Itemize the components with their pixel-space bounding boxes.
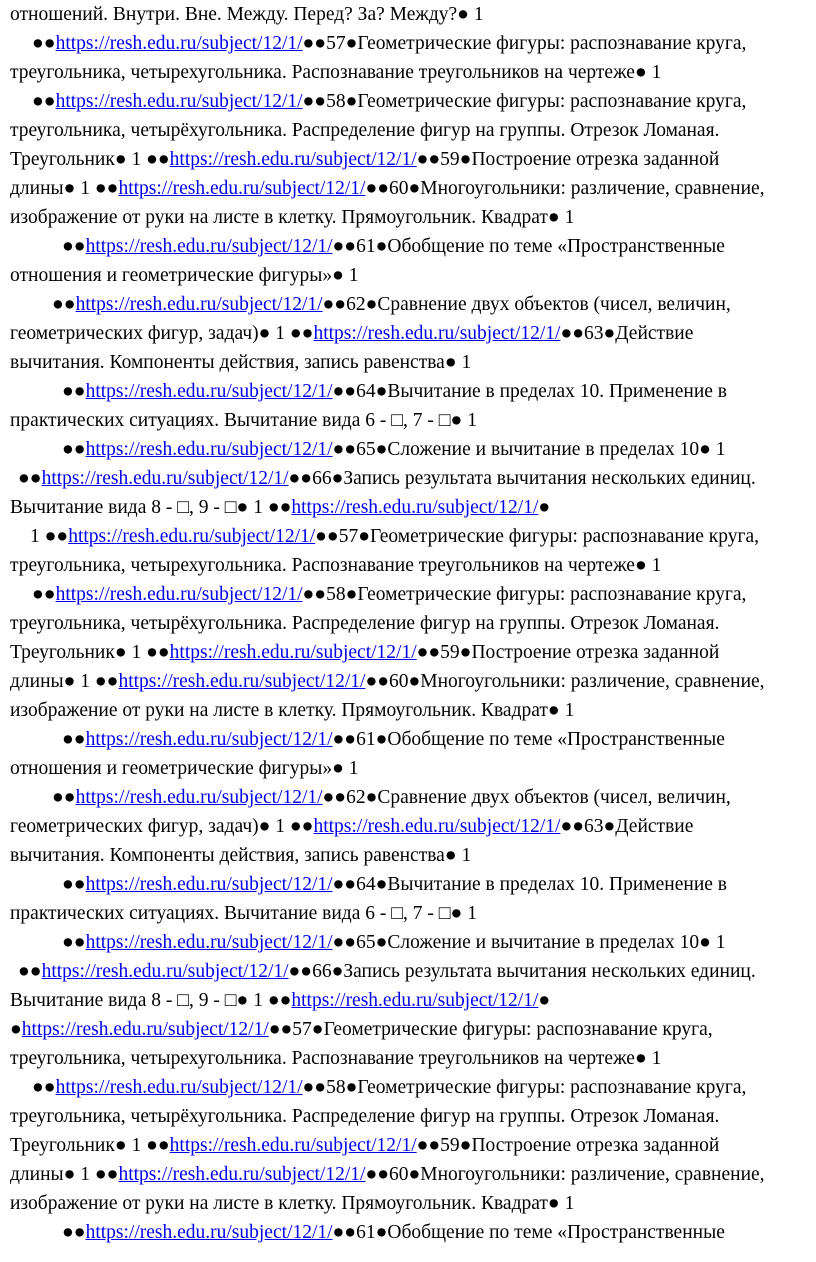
line-text: ●● [62,1222,86,1243]
line-text: ●● [62,729,86,750]
resh-link[interactable]: https://resh.edu.ru/subject/12/1/ [85,439,333,460]
resh-link[interactable]: https://resh.edu.ru/subject/12/1/ [21,1019,269,1040]
document-line [62,928,725,957]
line-text: ●●66●Запись результата вычитания нескольких единиц. [288,961,756,982]
line-text: изображение от руки на листе в клетку. Прямоугольник. Квадрат● 1 [10,207,575,228]
resh-link[interactable]: https://resh.edu.ru/subject/12/1/ [291,990,539,1011]
resh-link[interactable]: https://resh.edu.ru/subject/12/1/ [118,671,366,692]
document-line [18,957,756,986]
document-line [10,174,765,203]
document-line [10,667,765,696]
document-line [30,522,759,551]
resh-link[interactable]: https://resh.edu.ru/subject/12/1/ [55,1077,303,1098]
resh-link[interactable]: https://resh.edu.ru/subject/12/1/ [41,961,289,982]
document-line [10,899,477,928]
line-text: геометрических фигур, задач)● 1 ●● [10,816,314,837]
document-line [10,754,358,783]
line-text: ●● [62,381,86,402]
line-text: практических ситуациях. Вычитание вида 6 - □, 7 - □● 1 [10,903,477,924]
document-line [62,377,727,406]
line-text: изображение от руки на листе в клетку. Прямоугольник. Квадрат● 1 [10,700,575,721]
document-line [10,493,550,522]
line-text: ●● [32,1077,56,1098]
line-text: длины● 1 ●● [10,1164,119,1185]
line-text: ●●61●Обобщение по теме «Пространственные [332,236,725,257]
line-text: ●●57●Геометрические фигуры: распознавание круга, [315,526,760,547]
resh-link[interactable]: https://resh.edu.ru/subject/12/1/ [313,816,561,837]
line-text: ●● [18,468,42,489]
document-line [52,783,731,812]
document-line [10,986,550,1015]
line-text: ●● [18,961,42,982]
line-text: треугольника, четырёхугольника. Распределение фигур на группы. Отрезок Ломаная. [10,1106,720,1127]
line-text: ●●57●Геометрические фигуры: распознавание круга, [302,33,747,54]
resh-link[interactable]: https://resh.edu.ru/subject/12/1/ [55,33,303,54]
line-text: Вычитание вида 8 - □, 9 - □● 1 ●● [10,497,292,518]
line-text: ●● [32,584,56,605]
document-line [62,725,725,754]
document-line [10,319,693,348]
document-line [10,638,719,667]
document-line [52,290,731,319]
line-text: вычитания. Компоненты действия, запись равенства● 1 [10,845,472,866]
resh-link[interactable]: https://resh.edu.ru/subject/12/1/ [118,1164,366,1185]
line-text: ●●59●Построение отрезка заданной [416,1135,720,1156]
line-text: ●●63●Действие [560,816,694,837]
document-line [32,580,746,609]
line-text: ● [538,497,551,518]
document-line [18,464,756,493]
document-line [10,261,358,290]
line-text: ●●65●Сложение и вычитание в пределах 10● 1 [332,932,726,953]
resh-link[interactable]: https://resh.edu.ru/subject/12/1/ [55,91,303,112]
document-line [10,812,693,841]
line-text: ●●61●Обобщение по теме «Пространственные [332,729,725,750]
document-line [62,870,727,899]
document-line [10,1015,713,1044]
line-text: ●●58●Геометрические фигуры: распознавание круга, [302,1077,747,1098]
line-text: 1 ●● [30,526,69,547]
line-text: ●●64●Вычитание в пределах 10. Применение в [332,381,727,402]
resh-link[interactable]: https://resh.edu.ru/subject/12/1/ [55,584,303,605]
line-text: ●●64●Вычитание в пределах 10. Применение в [332,874,727,895]
line-text: ●● [52,787,76,808]
document-line [10,145,719,174]
resh-link[interactable]: https://resh.edu.ru/subject/12/1/ [169,149,417,170]
line-text: отношения и геометрические фигуры»● 1 [10,265,359,286]
document-line [10,841,471,870]
resh-link[interactable]: https://resh.edu.ru/subject/12/1/ [85,874,333,895]
line-text: ●●60●Многоугольники: различение, сравнение, [365,671,765,692]
line-text: ●●62●Сравнение двух объектов (чисел, величин, [322,787,731,808]
document-line [32,29,746,58]
resh-link[interactable]: https://resh.edu.ru/subject/12/1/ [68,526,316,547]
resh-link[interactable]: https://resh.edu.ru/subject/12/1/ [75,787,323,808]
resh-link[interactable]: https://resh.edu.ru/subject/12/1/ [75,294,323,315]
document-line [10,1044,661,1073]
document-line [10,1131,719,1160]
line-text: треугольника, четырехугольника. Распознавание треугольников на чертеже● 1 [10,1048,662,1069]
document-line [10,551,661,580]
line-text: ●●65●Сложение и вычитание в пределах 10● 1 [332,439,726,460]
document-line [10,1160,765,1189]
resh-link[interactable]: https://resh.edu.ru/subject/12/1/ [169,1135,417,1156]
line-text: Треугольник● 1 ●● [10,1135,170,1156]
line-text: ●●62●Сравнение двух объектов (чисел, величин, [322,294,731,315]
document-line [62,232,725,261]
document-line [10,348,471,377]
line-text: ●●58●Геометрические фигуры: распознавание круга, [302,91,747,112]
line-text: Треугольник● 1 ●● [10,149,170,170]
line-text: Треугольник● 1 ●● [10,642,170,663]
document-line [10,1102,719,1131]
line-text: Вычитание вида 8 - □, 9 - □● 1 ●● [10,990,292,1011]
document-line [10,58,661,87]
document-line [10,1189,574,1218]
line-text: ●●58●Геометрические фигуры: распознавание круга, [302,584,747,605]
document-line [10,203,574,232]
line-text: треугольника, четырехугольника. Распознавание треугольников на чертеже● 1 [10,555,662,576]
line-text: ● [538,990,551,1011]
line-text: ●●60●Многоугольники: различение, сравнение, [365,178,765,199]
document-line [62,1218,725,1247]
resh-link[interactable]: https://resh.edu.ru/subject/12/1/ [41,468,289,489]
document-line [10,406,477,435]
line-text: длины● 1 ●● [10,671,119,692]
document-line [10,609,719,638]
line-text: ●● [32,33,56,54]
line-text: геометрических фигур, задач)● 1 ●● [10,323,314,344]
line-text: ●● [32,91,56,112]
document-line [32,1073,746,1102]
line-text: длины● 1 ●● [10,178,119,199]
line-text: ●● [52,294,76,315]
line-text: ●●60●Многоугольники: различение, сравнение, [365,1164,765,1185]
document-line [62,435,725,464]
line-text: ●●66●Запись результата вычитания нескольких единиц. [288,468,756,489]
resh-link[interactable]: https://resh.edu.ru/subject/12/1/ [85,729,333,750]
document-line [10,0,484,29]
line-text: ●● [62,874,86,895]
resh-link[interactable]: https://resh.edu.ru/subject/12/1/ [118,178,366,199]
line-text: ●● [62,439,86,460]
line-text: ● [10,1019,22,1040]
line-text: изображение от руки на листе в клетку. Прямоугольник. Квадрат● 1 [10,1193,575,1214]
line-text: ●●59●Построение отрезка заданной [416,642,720,663]
document-line [10,696,574,725]
document-line [32,87,746,116]
line-text: треугольника, четырёхугольника. Распределение фигур на группы. Отрезок Ломаная. [10,120,720,141]
line-text: треугольника, четырёхугольника. Распределение фигур на группы. Отрезок Ломаная. [10,613,720,634]
line-text: вычитания. Компоненты действия, запись равенства● 1 [10,352,472,373]
resh-link[interactable]: https://resh.edu.ru/subject/12/1/ [313,323,561,344]
resh-link[interactable]: https://resh.edu.ru/subject/12/1/ [85,236,333,257]
resh-link[interactable]: https://resh.edu.ru/subject/12/1/ [291,497,539,518]
line-text: ●● [62,236,86,257]
line-text: ●●61●Обобщение по теме «Пространственные [332,1222,725,1243]
resh-link[interactable]: https://resh.edu.ru/subject/12/1/ [169,642,417,663]
line-text: ●● [62,932,86,953]
resh-link[interactable]: https://resh.edu.ru/subject/12/1/ [85,1222,333,1243]
line-text: практических ситуациях. Вычитание вида 6 - □, 7 - □● 1 [10,410,477,431]
resh-link[interactable]: https://resh.edu.ru/subject/12/1/ [85,932,333,953]
line-text: треугольника, четырехугольника. Распознавание треугольников на чертеже● 1 [10,62,662,83]
line-text: отношений. Внутри. Вне. Между. Перед? За? Между?● 1 [10,4,484,25]
line-text: ●●63●Действие [560,323,694,344]
line-text: ●●59●Построение отрезка заданной [416,149,720,170]
line-text: ●●57●Геометрические фигуры: распознавание круга, [268,1019,713,1040]
document-line [10,116,719,145]
resh-link[interactable]: https://resh.edu.ru/subject/12/1/ [85,381,333,402]
line-text: отношения и геометрические фигуры»● 1 [10,758,359,779]
